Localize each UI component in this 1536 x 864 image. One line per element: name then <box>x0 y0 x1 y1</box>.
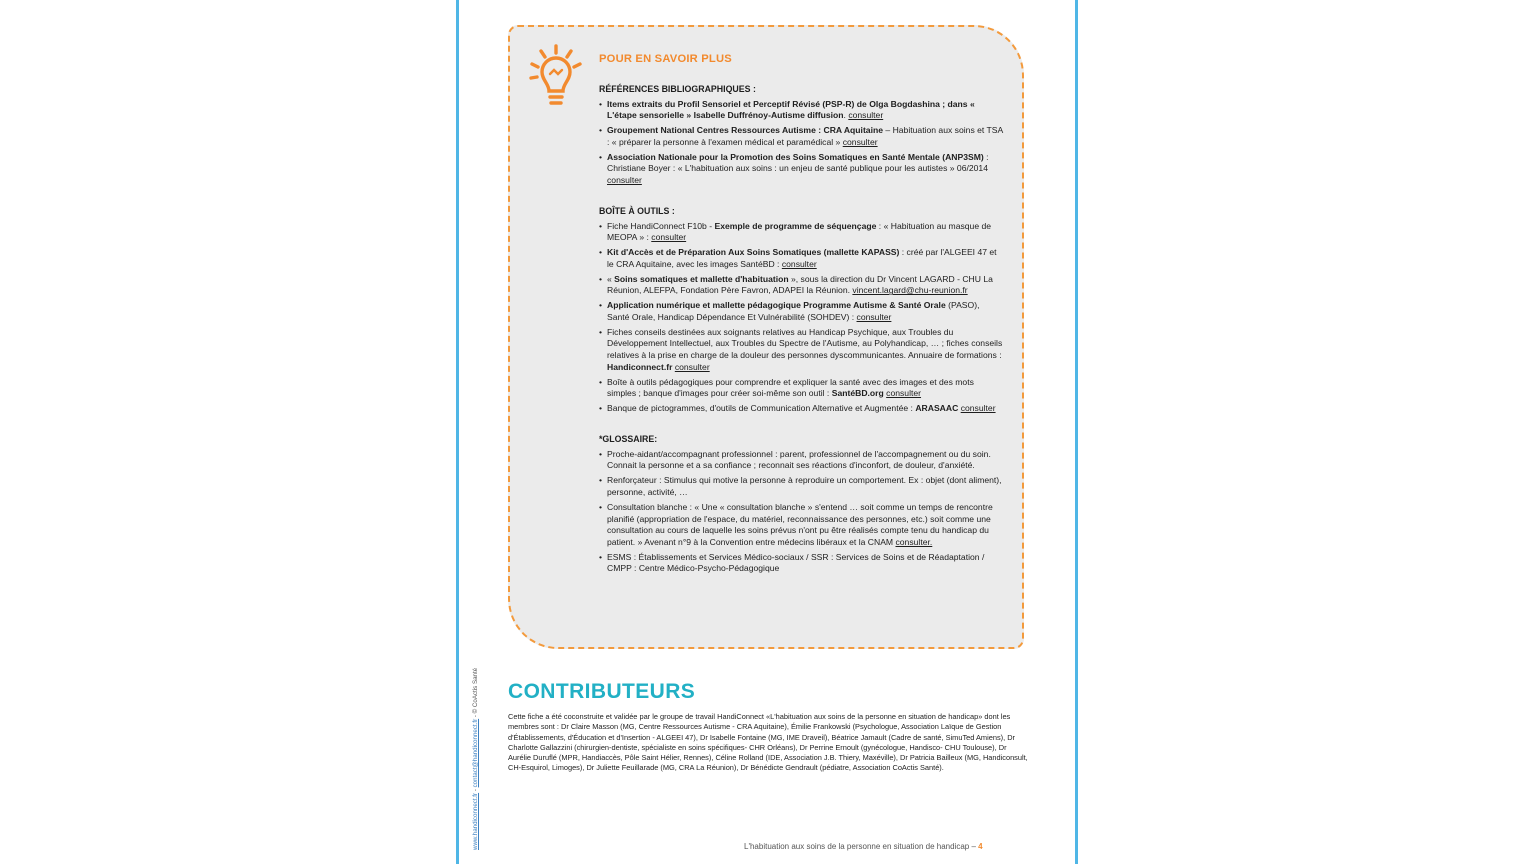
consulter-link[interactable]: consulter <box>674 361 710 372</box>
email-link[interactable]: contact@handiconnect.fr <box>472 718 479 788</box>
list-item: • Application numérique et mallette pédagogique Programme Autisme & Santé Orale (PASO), Santé Orale, Handicap Dépendance Et Vulnérabilité (SOHDEV) : consulter <box>599 300 1003 323</box>
footer-title: L'habituation aux soins de la personne en situation de handicap – <box>744 842 979 851</box>
references-list <box>599 99 1003 187</box>
consulter-link[interactable]: consulter <box>607 174 642 185</box>
toolbox-heading: BOÎTE À OUTILS : <box>599 205 675 216</box>
list-item: • Kit d'Accès et de Préparation Aux Soins Somatiques (mallette KAPASS) : créé par l'ALGEEI 47 et le CRA Aquitaine, avec les images SantéBD : consulter <box>599 247 1003 270</box>
references-heading: RÉFÉRENCES BIBLIOGRAPHIQUES : <box>599 84 756 94</box>
toolbox-list <box>599 221 1003 415</box>
side-copyright: - © CoActis Santé <box>472 667 479 719</box>
page-number: 4 <box>978 842 983 851</box>
consulter-link[interactable]: consulter <box>848 110 884 121</box>
box-content <box>599 84 1003 578</box>
list-item: • Proche-aidant/accompagnant professionnel : parent, professionnel de l'accompagnement ou du soin. Connait la personne et a sa confiance ; reconnait ses réactions d'inconfort, de douleur, d'anxiété. <box>599 449 1003 472</box>
list-item: • Items extraits du Profil Sensoriel et Perceptif Révisé (PSP-R) de Olga Bogdashina ; dans « L'étape sensorielle » Isabelle Duffrénoy-Autisme diffusion. consulter <box>599 99 1003 122</box>
consulter-link[interactable]: consulter. <box>895 536 933 547</box>
consulter-link[interactable]: consulter <box>886 388 922 399</box>
list-item: • ESMS : Établissements et Services Médico-sociaux / SSR : Services de Soins et de Réadaptation / CMPP : Centre Médico-Psycho-Pédagogique <box>599 552 1003 575</box>
list-item: • Renforçateur : Stimulus qui motive la personne à reproduire un comportement. Ex : objet (dont aliment), personne, activité, … <box>599 475 1003 498</box>
consulter-link[interactable]: consulter <box>781 258 817 269</box>
list-item: • Fiche HandiConnect F10b - Exemple de programme de séquençage : « Habituation au masque de MEOPA » : consulter <box>599 221 1003 244</box>
lightbulb-icon <box>528 44 584 110</box>
list-item: • Boîte à outils pédagogiques pour comprendre et expliquer la santé avec des images et des mots simples ; banque d'images pour créer soi-même son outil : SantéBD.org consulter <box>599 377 1003 400</box>
email-link[interactable]: vincent.lagard@chu-reunion.fr <box>852 285 968 296</box>
list-item: • Association Nationale pour la Promotion des Soins Somatiques en Santé Mentale (ANP3SM) : Christiane Boyer : « L'habituation aux soins : un enjeu de santé publique pour les autistes » 06/2014 consulter <box>599 152 1003 187</box>
page-footer <box>744 842 983 851</box>
list-item: • Fiches conseils destinées aux soignants relatives au Handicap Psychique, aux Troubles du Développement Intellectuel, aux Troubles du Spectre de l'Autisme, au Polyhandicap, … ; fiches conseils relatives à la prise en charge de la douleur des personnes dyscommunicantes. Annuaire de formations : Handiconnect.fr consulter <box>599 327 1003 373</box>
consulter-link[interactable]: consulter <box>856 311 892 322</box>
consulter-link[interactable]: consulter <box>960 403 996 414</box>
list-item: • Consultation blanche : « Une « consultation blanche » s'entend … soit comme un temps de rencontre planifié (appropriation de l'espace, du matériel, reconnaissance des personnes, etc.) soit comme une consultation au cours de laquelle les soins prévus n'ont pu être réalisés compte tenu du handicap du patient. » Avenant n°9 à la Convention entre médecins libéraux et la CNAM consulter. <box>599 502 1003 548</box>
list-item: • Banque de pictogrammes, d'outils de Communication Alternative et Augmentée : ARASAAC consulter <box>599 403 1003 415</box>
glossary-list <box>599 449 1003 575</box>
side-separator: - <box>472 787 479 793</box>
website-link[interactable]: www.handiconnect.fr <box>472 792 479 850</box>
contributors-title: CONTRIBUTEURS <box>508 680 696 703</box>
list-item: • Groupement National Centres Ressources Autisme : CRA Aquitaine – Habituation aux soins et TSA : « préparer la personne à l'examen médical et paramédical » consulter <box>599 125 1003 148</box>
consulter-link[interactable]: consulter <box>842 136 878 147</box>
glossary-heading: *GLOSSAIRE: <box>599 434 658 445</box>
side-vertical-text <box>472 628 486 850</box>
consulter-link[interactable]: consulter <box>651 232 687 243</box>
list-item: • « Soins somatiques et mallette d'habituation », sous la direction du Dr Vincent LAGARD - CHU La Réunion, ALEFPA, Fondation Père Favron, ADAPEI la Réunion. vincent.lagard@chu-reunion.fr <box>599 274 1003 297</box>
box-title: POUR EN SAVOIR PLUS <box>599 53 732 65</box>
contributors-text: Cette fiche a été coconstruite et validée par le groupe de travail HandiConnect «L'habituation aux soins de la personne en situation de handicap» dont les membres sont : Dr Claire Masson (MG, Centre Ressources Autisme - CRA Aquitaine), Émilie Frankowski (Psychologue, Association Laïque de Gestion d'Établissements, d'Éducation et d'Insertion - ALGEEI 47), Dr Isabelle Fontaine (MG, IME Draveil), Béatrice Jamault (Cadre de santé, SimuTed Amiens), Dr Charlotte Gallazzini (chirurgien-dentiste, spécialiste en soins spécifiques- CHR Orléans), Dr Perrine Ernoult (gynécologue, Handisco- CHU Toulouse), Dr Aurélie Duruflé (MPR, Handiaccès, Pôle Saint Hélier, Rennes), Céline Rolland (IDE, Association J.B. Thiery, Maxéville), Dr Patricia Bailleux (MG, Handiconsult, CH-Esquirol, Limoges), Dr Juliette Feuillarade (MG, CRA La Réunion), Dr Bénédicte Gendrault (pédiatre, Association CoActis Santé). <box>508 712 1028 773</box>
